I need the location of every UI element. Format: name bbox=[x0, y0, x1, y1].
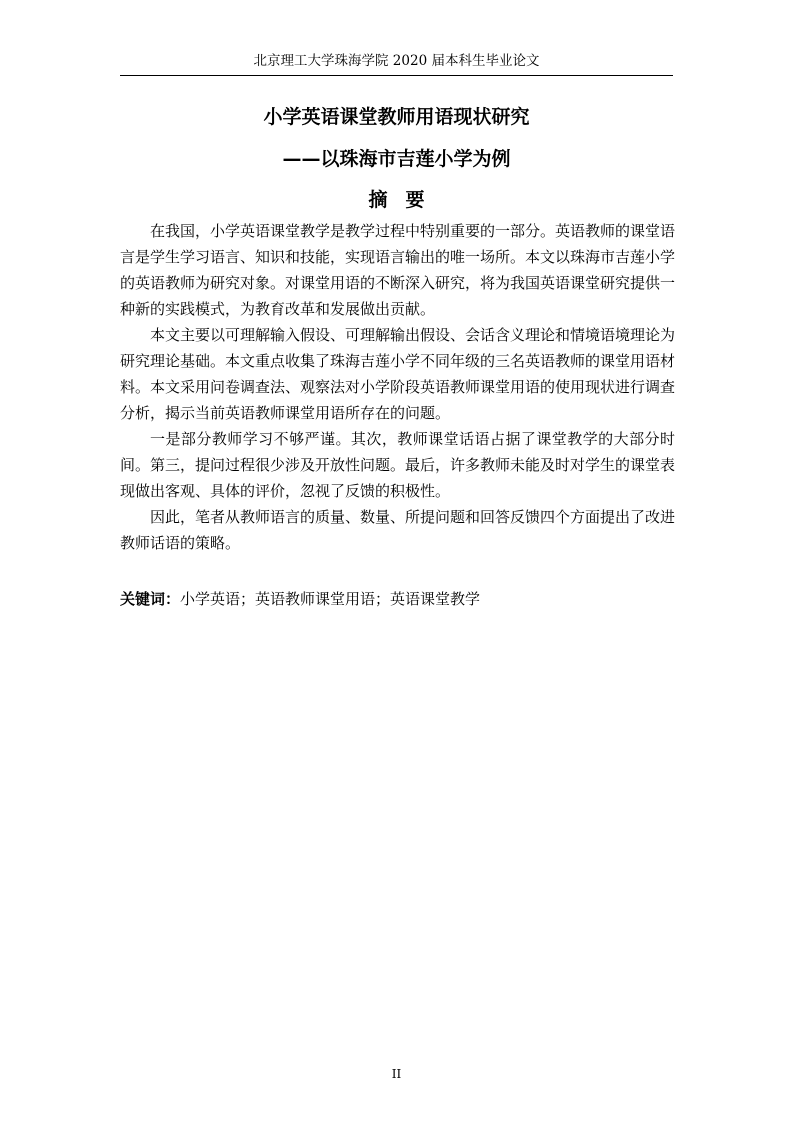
page-header: 北京理工大学珠海学院 2020 届本科生毕业论文 bbox=[253, 53, 540, 69]
keywords-value: 小学英语；英语教师课堂用语；英语课堂教学 bbox=[180, 590, 481, 608]
keywords-line bbox=[120, 586, 673, 612]
keywords-label: 关键词： bbox=[120, 590, 181, 608]
page-number: II bbox=[391, 1067, 402, 1081]
abstract-paragraph: 一是部分教师学习不够严谨。其次，教师课堂话语占据了课堂教学的大部分时间。第三，提问过程很少涉及开放性问题。最后，许多教师未能及时对学生的课堂表现做出客观、具体的评价，忽视了反馈的积极性。 bbox=[120, 430, 676, 500]
abstract-paragraph: 在我国，小学英语课堂教学是教学过程中特别重要的一部分。英语教师的课堂语言是学生学习语言、知识和技能，实现语言输出的唯一场所。本文以珠海市吉莲小学的英语教师为研究对象。对课堂用语的不断深入研究，将为我国英语课堂研究提供一种新的实践模式，为教育改革和发展做出贡献。 bbox=[120, 222, 676, 318]
thesis-subtitle: ——以珠海市吉莲小学为例 bbox=[282, 148, 511, 170]
header-rule bbox=[120, 75, 673, 76]
abstract-heading: 摘要 bbox=[368, 189, 443, 211]
abstract-body bbox=[120, 218, 675, 556]
thesis-title: 小学英语课堂教师用语现状研究 bbox=[263, 106, 530, 128]
abstract-paragraph: 因此，笔者从教师语言的质量、数量、所提问题和回答反馈四个方面提出了改进教师话语的策略。 bbox=[120, 508, 676, 552]
abstract-paragraph: 本文主要以可理解输入假设、可理解输出假设、会话含义理论和情境语境理论为研究理论基础。本文重点收集了珠海吉莲小学不同年级的三名英语教师的课堂用语材料。本文采用问卷调查法、观察法对小学阶段英语教师课堂用语的使用现状进行调查分析，揭示当前英语教师课堂用语所存在的问题。 bbox=[120, 326, 676, 422]
